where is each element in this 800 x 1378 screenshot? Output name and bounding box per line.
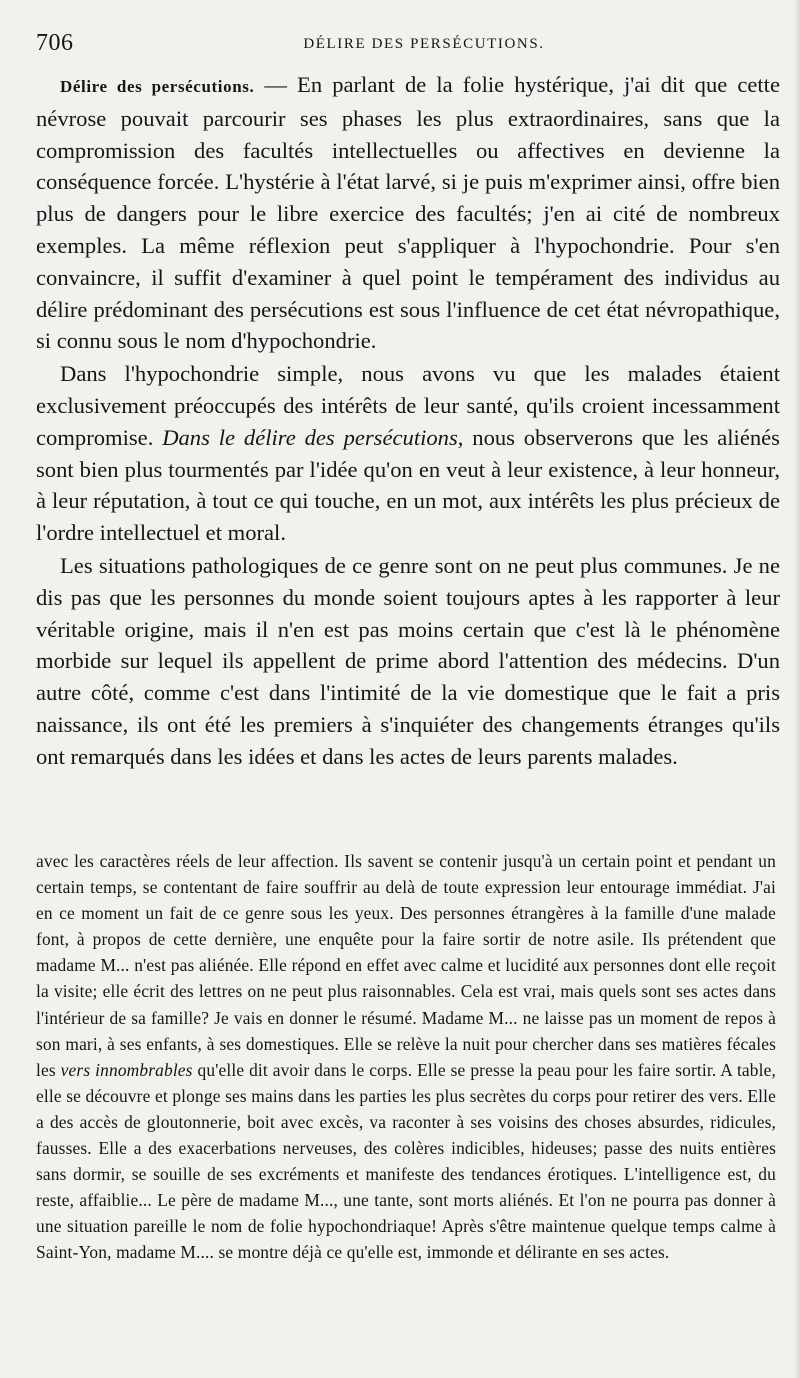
small-paragraph [36,848,776,1266]
paragraph-2-emphasis: Dans le délire des persécutions [162,424,458,450]
paragraph-1-text: — En parlant de la folie hystérique, j'ai dit que cette névrose pouvait parcourir ses phases les plus extraordinaires, sans que la compromission des facultés intellectuelles ou affectives en devienne la conséquence forcée. L'hystérie à l'état larvé, si je puis m'exprimer ainsi, offre bien plus de dangers pour le libre exercice des facultés; j'en ai cité de nombreux exemples. La même réflexion peut s'appliquer à l'hypochondrie. Pour s'en convaincre, il suffit d'examiner à quel point le tempérament des individus au délire prédominant des persécutions est sous l'influence de cet état névropathique, si connu sous le nom d'hypochondrie. [36,72,780,354]
paragraph-3: Les situations pathologiques de ce genre sont on ne peut plus communes. Je ne dis pas que les personnes du monde soient toujours aptes à les rapporter à leur véritable origine, mais il n'en est pas moins certain que c'est là le phénomène morbide sur lequel ils appellent de prime abord l'attention des médecins. D'un autre côté, comme c'est dans l'intimité de la vie domestique que le fait a pris naissance, ils ont été les premiers à s'inquiéter des changements étranges qu'ils ont remarqués dans les idées et dans les actes de leurs parents malades. [36,552,780,769]
paragraph-2 [36,358,780,549]
running-title: DÉLIRE DES PERSÉCUTIONS. [303,36,545,52]
page-number: 706 [36,30,74,56]
small-paragraph-emphasis: vers innombrables [60,1059,193,1080]
main-text [36,69,780,773]
section-heading: Délire des persécutions. [60,77,255,96]
small-paragraph-start: avec les caractères réels de leur affection. Ils savent se contenir jusqu'à un certain point et pendant un certain temps, se contentant de faire souffrir au delà de toute expression leur entourage immédiat. J'ai en ce moment un fait de ce genre sous les yeux. Des personnes étrangères à la famille d'une malade font, à propos de cette dernière, une enquête pour la faire sortir de notre asile. Ils prétendent que madame M... n'est pas aliénée. Elle répond en effet avec calme et lucidité aux personnes dont elle reçoit la visite; elle écrit des lettres on ne peut plus raisonnables. Cela est vrai, mais quels sont ses actes dans l'intérieur de sa famille? Je vais en donner le résumé. Madame M... ne laisse pas un moment de repos à son mari, à ses enfants, à ses domestiques. Elle se relève la nuit pour chercher dans ses matières fécales les [36,851,776,1080]
paragraph-2-end: , nous observerons que les aliénés sont bien plus tourmentés par l'idée qu'on en veut à leur existence, à leur honneur, à leur réputation, à tout ce qui touche, en un mot, aux intérêts les plus précieux de l'ordre intellectuel et moral. [36,424,780,546]
paragraph-2-start: Dans l'hypochondrie simple, nous avons vu que les malades étaient exclusivement préoccupés des intérêts de leur santé, qu'ils croient incessamment compromise. [36,361,780,450]
page-header [36,30,772,64]
page-edge-shadow [794,0,800,1378]
paragraph-1 [36,69,780,357]
small-print-text [36,848,776,1266]
small-paragraph-end: qu'elle dit avoir dans le corps. Elle se presse la peau pour les faire sortir. A table, elle se découvre et plonge ses mains dans les parties les plus secrètes du corps pour retirer des vers. Elle a des accès de gloutonnerie, boit avec excès, va raconter à ses voisins des choses absurdes, ridicules, fausses. Elle a des exacerbations nerveuses, des colères indicibles, hideuses; passe des nuits entières sans dormir, se souille de ses excréments et manifeste des tendances érotiques. L'intelligence est, du reste, affaiblie... Le père de madame M..., une tante, sont morts aliénés. Et l'on ne pourra pas donner à une situation pareille le nom de folie hypochondriaque! Après s'être maintenue quelque temps calme à Saint-Yon, madame M.... se montre déjà ce qu'elle est, immonde et délirante en ses actes. [36,1059,776,1263]
